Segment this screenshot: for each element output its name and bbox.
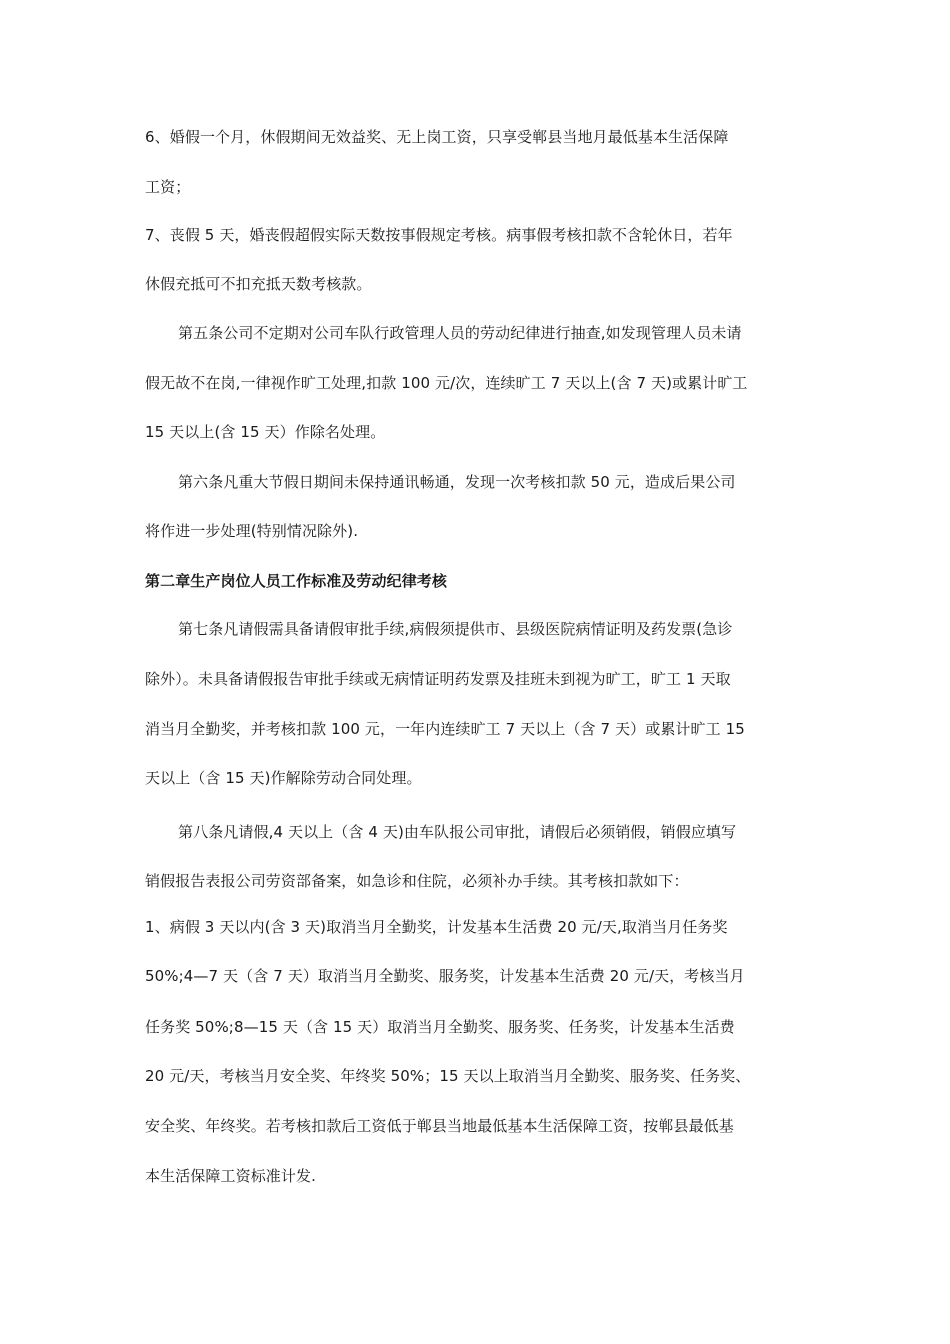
paragraph-line: 7、丧假 5 天，婚丧假超假实际天数按事假规定考核。病事假考核扣款不含轮休日，若年 [145, 226, 733, 244]
paragraph-line: 任务奖 50%;8—15 天（含 15 天）取消当月全勤奖、服务奖、任务奖，计发基本生活费 [145, 1018, 735, 1036]
paragraph-line: 第五条公司不定期对公司车队行政管理人员的劳动纪律进行抽查,如发现管理人员未请 [178, 324, 742, 342]
paragraph-line: 本生活保障工资标准计发. [145, 1167, 316, 1185]
paragraph-line: 20 元/天，考核当月安全奖、年终奖 50%；15 天以上取消当月全勤奖、服务奖、任务奖、 [145, 1067, 751, 1085]
paragraph-line: 除外）。未具备请假报告审批手续或无病情证明药发票及挂班未到视为旷工，旷工 1 天取 [145, 670, 731, 688]
paragraph-line: 第八条凡请假,4 天以上（含 4 天)由车队报公司审批，请假后必须销假，销假应填写 [178, 823, 737, 841]
paragraph-line: 第七条凡请假需具备请假审批手续,病假须提供市、县级医院病情证明及药发票(急诊 [178, 620, 733, 638]
paragraph-line: 销假报告表报公司劳资部备案，如急诊和住院，必须补办手续。其考核扣款如下： [145, 872, 689, 890]
paragraph-line: 6、婚假一个月，休假期间无效益奖、无上岗工资，只享受郸县当地月最低基本生活保障 [145, 128, 729, 146]
paragraph-line: 15 天以上(含 15 天）作除名处理。 [145, 423, 386, 441]
paragraph-line: 天以上（含 15 天)作解除劳动合同处理。 [145, 769, 422, 787]
paragraph-line: 假无故不在岗,一律视作旷工处理,扣款 100 元/次，连续旷工 7 天以上(含 7 天)或累计旷工 [145, 374, 748, 392]
paragraph-line: 1、病假 3 天以内(含 3 天)取消当月全勤奖，计发基本生活费 20 元/天,取消当月任务奖 [145, 918, 728, 936]
paragraph-line: 第六条凡重大节假日期间未保持通讯畅通，发现一次考核扣款 50 元，造成后果公司 [178, 473, 736, 491]
paragraph-line: 工资； [145, 178, 191, 196]
chapter-heading: 第二章生产岗位人员工作标准及劳动纪律考核 [145, 572, 448, 590]
paragraph-line: 休假充抵可不扣充抵天数考核款。 [145, 275, 372, 293]
paragraph-line: 安全奖、年终奖。若考核扣款后工资低于郸县当地最低基本生活保障工资，按郸县最低基 [145, 1117, 734, 1135]
paragraph-line: 50%;4—7 天（含 7 天）取消当月全勤奖、服务奖，计发基本生活费 20 元/天，考核当月 [145, 967, 745, 985]
paragraph-line: 消当月全勤奖，并考核扣款 100 元，一年内连续旷工 7 天以上（含 7 天）或累计旷工 15 [145, 720, 745, 738]
paragraph-line: 将作进一步处理(特别情况除外). [145, 522, 359, 540]
